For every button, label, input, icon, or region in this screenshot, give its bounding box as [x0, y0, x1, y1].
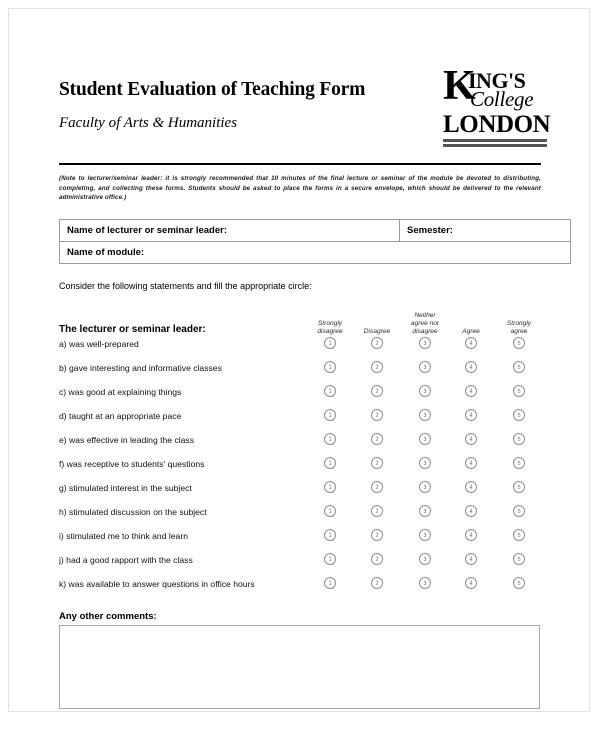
rating-circle-3-1[interactable]: 1: [324, 385, 336, 397]
rating-circle-7-1[interactable]: 1: [324, 481, 336, 493]
table-row: [60, 219, 571, 241]
statement-row: [59, 431, 541, 455]
statement-label: g) stimulated interest in the subject: [59, 482, 192, 493]
rating-circle-11-2[interactable]: 2: [371, 577, 383, 589]
scale-header-neither: Neither agree nor disagree: [410, 311, 440, 335]
rating-circle-11-4[interactable]: 4: [465, 577, 477, 589]
rating-circle-7-5[interactable]: 5: [513, 481, 525, 493]
rating-circle-3-2[interactable]: 2: [371, 385, 383, 397]
form-content: [59, 61, 551, 709]
statement-row: [59, 479, 541, 503]
header-divider: [59, 163, 541, 165]
lecturer-name-cell[interactable]: [60, 219, 400, 241]
instructions-note: (Note to lecturer/seminar leader: it is strongly recommended that 10 minutes of the final lecture or seminar of the module be devoted to distributing, completing, and collecting these forms. Students should be asked to place the forms in a secure envelope, which should be delivered to the relevant administrative office.): [59, 175, 541, 201]
title-block: [59, 79, 419, 132]
statement-label: b) gave interesting and informative classes: [59, 362, 222, 373]
rating-circle-10-4[interactable]: 4: [465, 553, 477, 565]
statement-label: e) was effective in leading the class: [59, 434, 195, 445]
statement-row: [59, 575, 541, 599]
statement-label: d) taught at an appropriate pace: [59, 410, 182, 421]
rating-circle-11-5[interactable]: 5: [513, 577, 525, 589]
statement-label: h) stimulated discussion on the subject: [59, 506, 207, 517]
rating-circle-5-1[interactable]: 1: [324, 433, 336, 445]
statement-row: [59, 503, 541, 527]
scale-header-strongly-agree: Strongly agree: [506, 319, 532, 335]
rating-circle-3-4[interactable]: 4: [465, 385, 477, 397]
rating-circle-8-4[interactable]: 4: [465, 505, 477, 517]
ratings-section: [59, 305, 541, 599]
rating-circle-8-2[interactable]: 2: [371, 505, 383, 517]
rating-circle-4-2[interactable]: 2: [371, 409, 383, 421]
statement-row: [59, 359, 541, 383]
rating-circle-9-2[interactable]: 2: [371, 529, 383, 541]
page-title: Student Evaluation of Teaching Form: [59, 79, 366, 100]
rating-circle-6-3[interactable]: 3: [419, 457, 431, 469]
statement-row: [59, 455, 541, 479]
logo-rule-upper: [443, 139, 547, 142]
logo-text-ings: ING'S: [468, 68, 526, 93]
rating-circle-11-3[interactable]: 3: [419, 577, 431, 589]
statement-label: j) had a good rapport with the class: [59, 554, 193, 565]
logo-text-college: College: [470, 87, 534, 111]
rating-circle-6-2[interactable]: 2: [371, 457, 383, 469]
page-subtitle: Faculty of Arts & Humanities: [59, 115, 238, 131]
ratings-header-row: [59, 305, 541, 335]
rating-circle-10-2[interactable]: 2: [371, 553, 383, 565]
table-row: [60, 241, 571, 263]
rating-circle-11-1[interactable]: 1: [324, 577, 336, 589]
form-header: [59, 61, 551, 153]
kings-college-london-logo: [443, 63, 551, 138]
rating-circle-3-3[interactable]: 3: [419, 385, 431, 397]
rating-circle-5-3[interactable]: 3: [419, 433, 431, 445]
scale-header-agree: Agree: [462, 327, 480, 335]
statement-label: k) was available to answer questions in office hours: [59, 578, 255, 589]
statement-row: [59, 527, 541, 551]
rating-circle-9-3[interactable]: 3: [419, 529, 431, 541]
statement-label: i) stimulated me to think and learn: [59, 530, 188, 541]
rating-circle-6-4[interactable]: 4: [465, 457, 477, 469]
page-sheet: [8, 8, 590, 712]
rating-circle-4-5[interactable]: 5: [513, 409, 525, 421]
rating-circle-6-5[interactable]: 5: [513, 457, 525, 469]
statement-label: a) was well-prepared: [59, 338, 139, 349]
rating-circle-7-4[interactable]: 4: [465, 481, 477, 493]
rating-circle-7-2[interactable]: 2: [371, 481, 383, 493]
rating-circle-6-1[interactable]: 1: [324, 457, 336, 469]
rating-circle-4-4[interactable]: 4: [465, 409, 477, 421]
logo-letter-k: K: [443, 63, 475, 109]
scale-header-disagree: Disagree: [363, 327, 391, 335]
rating-circle-5-4[interactable]: 4: [465, 433, 477, 445]
rating-circle-10-1[interactable]: 1: [324, 553, 336, 565]
statement-row: [59, 335, 541, 359]
rating-circle-2-5[interactable]: 5: [513, 361, 525, 373]
rating-circle-1-4[interactable]: 4: [465, 337, 477, 349]
rating-circle-8-1[interactable]: 1: [324, 505, 336, 517]
comments-label: Any other comments:: [59, 610, 157, 622]
scale-header-strongly-disagree: Strongly disagree: [317, 319, 343, 335]
module-name-label: Name of module:: [67, 246, 145, 258]
rating-circle-9-1[interactable]: 1: [324, 529, 336, 541]
logo-rule-lower: [443, 144, 547, 147]
rating-circle-1-1[interactable]: 1: [324, 337, 336, 349]
rating-circle-4-3[interactable]: 3: [419, 409, 431, 421]
rating-circle-2-4[interactable]: 4: [465, 361, 477, 373]
rating-circle-4-1[interactable]: 1: [324, 409, 336, 421]
logo-text-london: LONDON: [443, 111, 551, 138]
rating-circle-2-1[interactable]: 1: [324, 361, 336, 373]
lecturer-name-label: Name of lecturer or seminar leader:: [67, 224, 227, 236]
rating-circle-2-3[interactable]: 3: [419, 361, 431, 373]
rating-circle-10-3[interactable]: 3: [419, 553, 431, 565]
rating-circle-10-5[interactable]: 5: [513, 553, 525, 565]
rating-circle-1-5[interactable]: 5: [513, 337, 525, 349]
rating-circle-1-2[interactable]: 2: [371, 337, 383, 349]
semester-label: Semester:: [407, 224, 453, 236]
rating-circle-2-2[interactable]: 2: [371, 361, 383, 373]
module-name-cell[interactable]: [60, 241, 571, 263]
identification-table: [59, 219, 571, 264]
rating-circle-8-3[interactable]: 3: [419, 505, 431, 517]
rating-circle-5-2[interactable]: 2: [371, 433, 383, 445]
rating-circle-7-3[interactable]: 3: [419, 481, 431, 493]
ratings-section-label: The lecturer or seminar leader:: [59, 323, 206, 335]
statement-row: [59, 407, 541, 431]
statement-row: [59, 551, 541, 575]
rating-circle-8-5[interactable]: 5: [513, 505, 525, 517]
statement-label: c) was good at explaining things: [59, 386, 182, 397]
statement-row: [59, 383, 541, 407]
rating-circle-1-3[interactable]: 3: [419, 337, 431, 349]
logo-top-line: [443, 63, 547, 111]
rating-circle-9-4[interactable]: 4: [465, 529, 477, 541]
statement-label: f) was receptive to students' questions: [59, 458, 205, 469]
statement-rows: [59, 335, 541, 599]
consider-instruction: Consider the following statements and fill the appropriate circle:: [59, 280, 312, 291]
comments-textarea[interactable]: [59, 625, 540, 709]
rating-circle-3-5[interactable]: 5: [513, 385, 525, 397]
rating-circle-9-5[interactable]: 5: [513, 529, 525, 541]
semester-cell[interactable]: [400, 219, 571, 241]
rating-circle-5-5[interactable]: 5: [513, 433, 525, 445]
